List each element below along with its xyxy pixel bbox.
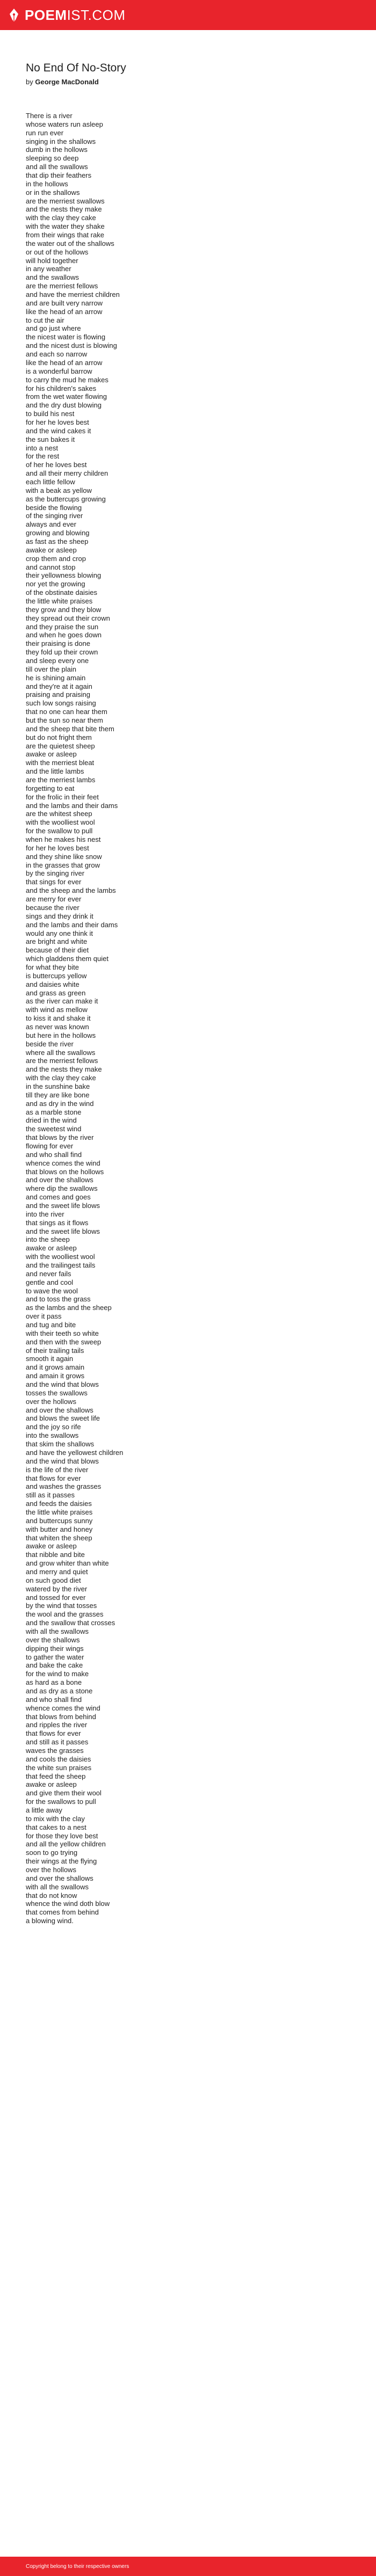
poem-line: and all the yellow children xyxy=(26,1840,106,1849)
byline xyxy=(26,77,348,87)
poem-line: for her he loves best xyxy=(26,843,89,852)
poem-line: that flows for ever xyxy=(26,1474,81,1482)
poem-line: for his children's sakes xyxy=(26,384,97,392)
poem-line: and give them their wool xyxy=(26,1789,102,1798)
poem-line: are the merriest fellows xyxy=(26,282,98,290)
poem-line: over the hollows xyxy=(26,1866,76,1874)
poem-line: as the buttercups growing xyxy=(26,494,106,503)
footer-copyright: Copyright belong to their respective owners xyxy=(26,2563,129,2570)
poem-line: are the whitest sheep xyxy=(26,810,92,818)
poem-line: as never was known xyxy=(26,1022,89,1031)
poem-line: and the little lambs xyxy=(26,767,84,776)
poem-line: but the sun so near them xyxy=(26,716,103,725)
poem-line: and have the yellowest children xyxy=(26,1448,124,1457)
poem-line: but here in the hollows xyxy=(26,1031,96,1039)
poem-line: and the joy so rife xyxy=(26,1423,81,1431)
site-logo-link[interactable] xyxy=(9,7,126,24)
poem-line: is the life of the river xyxy=(26,1465,89,1474)
poem-line: and amain it grows xyxy=(26,1372,85,1380)
poem-line: each little fellow xyxy=(26,477,75,486)
poem-line: and have the merriest children xyxy=(26,290,120,299)
poem-line: and they're at it again xyxy=(26,682,92,690)
poem-line: and each so narrow xyxy=(26,350,88,359)
poem-line: from the wet water flowing xyxy=(26,392,107,401)
logo-text xyxy=(25,7,126,24)
poem-line: that no one can hear them xyxy=(26,708,107,716)
poem-line: into the river xyxy=(26,1210,64,1218)
poem-line: with the merriest bleat xyxy=(26,759,95,767)
poem-line: and blows the sweet life xyxy=(26,1414,100,1423)
poem-line: the white sun praises xyxy=(26,1763,92,1772)
poem-line: till they are like bone xyxy=(26,1090,90,1099)
poem-line: are bright and white xyxy=(26,937,88,946)
poem-line: still as it passes xyxy=(26,1491,75,1500)
poem-line: that do not know xyxy=(26,1891,77,1900)
poem-line: that sings as it flows xyxy=(26,1218,89,1227)
poem-line: to mix with the clay xyxy=(26,1814,85,1823)
poem-line: and sleep every one xyxy=(26,657,89,665)
poem-line: the little white praises xyxy=(26,1508,93,1516)
poem-line: gentle and cool xyxy=(26,1278,74,1286)
poem-line: that whiten the sheep xyxy=(26,1533,92,1542)
poem-line: with the clay they cake xyxy=(26,1074,96,1082)
poem-line: as the lambs and the sheep xyxy=(26,1304,112,1312)
poem-line: like the head of an arrow xyxy=(26,358,103,367)
poem-line: and all the swallows xyxy=(26,163,88,171)
poem-line: of the obstinate daisies xyxy=(26,588,97,597)
poem-line: with the woolliest wool xyxy=(26,818,95,827)
poem-line: beside the flowing xyxy=(26,503,82,512)
poem-line: with wind as mellow xyxy=(26,1006,88,1014)
poem-line: are the merriest fellows xyxy=(26,1057,98,1065)
poem-line: from their wings that rake xyxy=(26,231,104,239)
poem-line: and the nests they make xyxy=(26,205,102,214)
poem-line: and merry and quiet xyxy=(26,1567,88,1576)
poem-line: and are built very narrow xyxy=(26,299,103,307)
poem-line: is a wonderful barrow xyxy=(26,367,92,375)
site-footer xyxy=(0,2557,376,2576)
poem-line: the nicest water is flowing xyxy=(26,333,106,341)
poem-line: and ripples the river xyxy=(26,1721,88,1729)
poem-line: to carry the mud he makes xyxy=(26,375,109,384)
poem-line: that sings for ever xyxy=(26,878,82,886)
poem-line: to gather the water xyxy=(26,1653,84,1661)
poem-line: beside the river xyxy=(26,1039,74,1048)
poem-line: of her he loves best xyxy=(26,461,87,469)
poem-line: and the wind cakes it xyxy=(26,426,91,435)
poem-line: are merry for ever xyxy=(26,895,82,904)
poem-title: No End Of No-Story xyxy=(26,62,126,74)
poem-line: that skim the shallows xyxy=(26,1440,95,1449)
poem-line: and the lambs and their dams xyxy=(26,920,118,929)
poem-line: in the hollows xyxy=(26,179,68,188)
poem-line: because of their diet xyxy=(26,946,89,955)
poem-line: nor yet the growing xyxy=(26,580,85,588)
poem-line: and go just where xyxy=(26,324,81,333)
poem-line: or in the shallows xyxy=(26,188,80,197)
poem-line: and all their merry children xyxy=(26,469,109,478)
poem-line: he is shining amain xyxy=(26,673,86,682)
poem-line: but do not fright them xyxy=(26,733,92,741)
poem-line: whence the wind doth blow xyxy=(26,1900,110,1908)
poem-line: and the wind that blows xyxy=(26,1457,99,1465)
poem-line: that flows for ever xyxy=(26,1729,81,1738)
poem-line: with butter and honey xyxy=(26,1525,93,1533)
poem-line: and grass as green xyxy=(26,988,86,997)
poem-line: that nibble and bite xyxy=(26,1551,85,1559)
poem-line: that blows by the river xyxy=(26,1133,94,1142)
poem-line: and when he goes down xyxy=(26,631,102,639)
poem-line: and bake the cake xyxy=(26,1661,83,1670)
poem-line: There is a river xyxy=(26,112,73,120)
poem-line: and still as it passes xyxy=(26,1738,89,1747)
poem-line: and tossed for ever xyxy=(26,1593,86,1602)
poem-line: watered by the river xyxy=(26,1584,88,1593)
poem-line: flowing for ever xyxy=(26,1141,74,1150)
poem-line: singing in the shallows xyxy=(26,137,96,145)
poem-line: they grow and they blow xyxy=(26,605,102,614)
poem-line: where dip the swallows xyxy=(26,1184,98,1193)
poem-line: the little white praises xyxy=(26,596,93,605)
poem-line: that blows from behind xyxy=(26,1712,96,1721)
poem-line: with a beak as yellow xyxy=(26,486,92,494)
poem-line: and the swallow that crosses xyxy=(26,1619,115,1627)
poem-line: forgetting to eat xyxy=(26,784,75,792)
author-link[interactable]: George MacDonald xyxy=(35,78,99,86)
poem-line: and the nicest dust is blowing xyxy=(26,341,117,350)
poem-line: and the swallows xyxy=(26,273,79,282)
poem-line: that cakes to a nest xyxy=(26,1823,86,1831)
poem-line: and the sheep that bite them xyxy=(26,724,114,733)
poem-line: to cut the air xyxy=(26,316,64,324)
poem-line: which gladdens them quiet xyxy=(26,955,109,963)
poem-line: for the swallow to pull xyxy=(26,827,93,835)
poem-line: with the water they shake xyxy=(26,222,105,231)
logo-text-light: IST.COM xyxy=(67,6,126,23)
logo-text-bold: POEM xyxy=(25,6,67,23)
poem-line: and the wind that blows xyxy=(26,1380,99,1389)
poem-line: over the shallows xyxy=(26,1635,80,1644)
poem-content xyxy=(26,61,348,1925)
poem-line: tosses the swallows xyxy=(26,1388,88,1397)
poem-line: awake or asleep xyxy=(26,545,77,554)
poem-line: for the wind to make xyxy=(26,1670,89,1678)
poem-line: with all the swallows xyxy=(26,1627,89,1635)
poem-line: smooth it again xyxy=(26,1355,74,1363)
poem-line: and washes the grasses xyxy=(26,1482,102,1491)
poem-line: whence comes the wind xyxy=(26,1159,100,1167)
poem-line: and the nests they make xyxy=(26,1065,102,1074)
poem-line: a blowing wind. xyxy=(26,1917,74,1925)
poem-line: for what they bite xyxy=(26,963,79,971)
poem-line: as a marble stone xyxy=(26,1108,82,1116)
poem-line: waves the grasses xyxy=(26,1747,84,1755)
poem-line: for those they love best xyxy=(26,1831,98,1840)
poem-line: awake or asleep xyxy=(26,750,77,759)
poem-line: as the river can make it xyxy=(26,997,98,1006)
poem-line: and the sheep and the lambs xyxy=(26,886,116,895)
poem-line: like the head of an arrow xyxy=(26,307,103,316)
poem-line: and then with the sweep xyxy=(26,1337,102,1346)
poem-line: they fold up their crown xyxy=(26,648,98,657)
poem-line: and who shall find xyxy=(26,1695,82,1704)
poem-line: where all the swallows xyxy=(26,1048,96,1057)
poem-line: of their trailing tails xyxy=(26,1346,84,1355)
poem-line: and daisies white xyxy=(26,980,79,988)
poem-line: praising and praising xyxy=(26,690,90,699)
poem-line: and over the shallows xyxy=(26,1176,93,1184)
poem-line: and never fails xyxy=(26,1269,71,1278)
poem-line: the sun bakes it xyxy=(26,435,75,443)
poem-line: till over the plain xyxy=(26,665,76,673)
poem-line: for the rest xyxy=(26,452,60,461)
poem-line: that feed the sheep xyxy=(26,1772,86,1780)
poem-line: their wings at the flying xyxy=(26,1857,97,1866)
poem-line: over it pass xyxy=(26,1312,62,1321)
poem-line: into the swallows xyxy=(26,1431,79,1440)
poem-line: in the sunshine bake xyxy=(26,1082,90,1090)
poem-line: and as dry in the wind xyxy=(26,1099,94,1108)
poem-line: as fast as the sheep xyxy=(26,537,89,545)
poem-line: whence comes the wind xyxy=(26,1704,100,1712)
poem-line: the wool and the grasses xyxy=(26,1610,104,1619)
poem-line: will hold together xyxy=(26,256,78,265)
poem-line: when he makes his nest xyxy=(26,835,101,844)
poem-line: as hard as a bone xyxy=(26,1678,82,1687)
poem-line: or out of the hollows xyxy=(26,248,89,256)
poem-line: of the singing river xyxy=(26,512,83,520)
poem-line: for the frolic in their feet xyxy=(26,792,99,801)
poem-line: and comes and goes xyxy=(26,1193,91,1202)
poem-line: and the sweet life blows xyxy=(26,1202,100,1210)
poem-line: and grow whiter than white xyxy=(26,1559,109,1568)
poem-line: to wave the wool xyxy=(26,1286,78,1295)
poem-line: with the woolliest wool xyxy=(26,1253,95,1261)
poem-line: are the merriest lambs xyxy=(26,776,96,784)
poem-line: and the lambs and their dams xyxy=(26,801,118,810)
poem-line: dumb in the hollows xyxy=(26,145,88,154)
pen-nib-icon xyxy=(9,8,19,22)
poem-line: by the singing river xyxy=(26,869,85,878)
poem-line: their praising is done xyxy=(26,639,90,648)
poem-line: over the hollows xyxy=(26,1397,76,1406)
poem-line: and over the shallows xyxy=(26,1406,93,1414)
poem-line: and buttercups sunny xyxy=(26,1516,93,1525)
poem-line: to kiss it and shake it xyxy=(26,1014,91,1023)
poem-line: and cannot stop xyxy=(26,563,76,571)
poem-line: and the dry dust blowing xyxy=(26,401,102,410)
poem-line: always and ever xyxy=(26,520,76,529)
poem-line: the sweetest wind xyxy=(26,1125,82,1133)
site-header xyxy=(0,0,376,30)
poem-line: are the quietest sheep xyxy=(26,741,95,750)
poem-line: sleeping so deep xyxy=(26,154,79,163)
poem-line: and they praise the sun xyxy=(26,622,99,631)
poem-line: and feeds the daisies xyxy=(26,1500,92,1508)
poem-line: dried in the wind xyxy=(26,1116,77,1125)
poem-line: with all the swallows xyxy=(26,1882,89,1891)
poem-line: with their teeth so white xyxy=(26,1329,99,1337)
poem-line: sings and they drink it xyxy=(26,912,93,920)
poem-line: by the wind that tosses xyxy=(26,1602,97,1610)
poem-line: because the river xyxy=(26,903,79,912)
poem-body xyxy=(26,112,348,1925)
poem-line: are the merriest swallows xyxy=(26,197,105,205)
poem-line: such low songs raising xyxy=(26,699,96,708)
poem-line: awake or asleep xyxy=(26,1542,77,1551)
poem-line: and the trailingest tails xyxy=(26,1261,96,1270)
poem-line: and to toss the grass xyxy=(26,1295,91,1304)
poem-line: into a nest xyxy=(26,443,58,452)
poem-line: and as dry as a stone xyxy=(26,1686,93,1695)
poem-line: whose waters run asleep xyxy=(26,120,103,128)
poem-line: for her he loves best xyxy=(26,418,89,426)
poem-line: that blows on the hollows xyxy=(26,1167,104,1176)
byline-prefix: by xyxy=(26,78,33,86)
poem-line: that comes from behind xyxy=(26,1908,99,1917)
poem-line: and tug and bite xyxy=(26,1321,76,1329)
poem-line: awake or asleep xyxy=(26,1244,77,1253)
poem-line: the water out of the shallows xyxy=(26,239,114,248)
poem-line: and they shine like snow xyxy=(26,852,102,861)
poem-line: to build his nest xyxy=(26,410,75,418)
poem-line: they spread out their crown xyxy=(26,614,110,622)
poem-line: that dip their feathers xyxy=(26,171,92,180)
poem-line: soon to go trying xyxy=(26,1849,78,1857)
poem-line: and over the shallows xyxy=(26,1874,93,1882)
poem-line: and cools the daisies xyxy=(26,1755,91,1763)
poem-line: in any weather xyxy=(26,265,71,273)
poem-line: crop them and crop xyxy=(26,554,86,563)
poem-line: growing and blowing xyxy=(26,529,90,537)
poem-line: in the grasses that grow xyxy=(26,861,100,869)
poem-line: into the sheep xyxy=(26,1235,70,1244)
poem-line: and it grows amain xyxy=(26,1363,85,1372)
poem-line: and who shall find xyxy=(26,1150,82,1159)
poem-line: awake or asleep xyxy=(26,1780,77,1789)
poem-line: with the clay they cake xyxy=(26,214,96,222)
poem-line: would any one think it xyxy=(26,929,93,937)
poem-line: run run ever xyxy=(26,128,64,137)
poem-line: a little away xyxy=(26,1806,62,1815)
poem-line: on such good diet xyxy=(26,1576,81,1584)
poem-line: their yellowness blowing xyxy=(26,571,102,580)
poem-line: is buttercups yellow xyxy=(26,971,87,980)
poem-line: dipping their wings xyxy=(26,1644,84,1653)
poem-line: for the swallows to pull xyxy=(26,1798,96,1806)
poem-line: and the sweet life blows xyxy=(26,1227,100,1235)
